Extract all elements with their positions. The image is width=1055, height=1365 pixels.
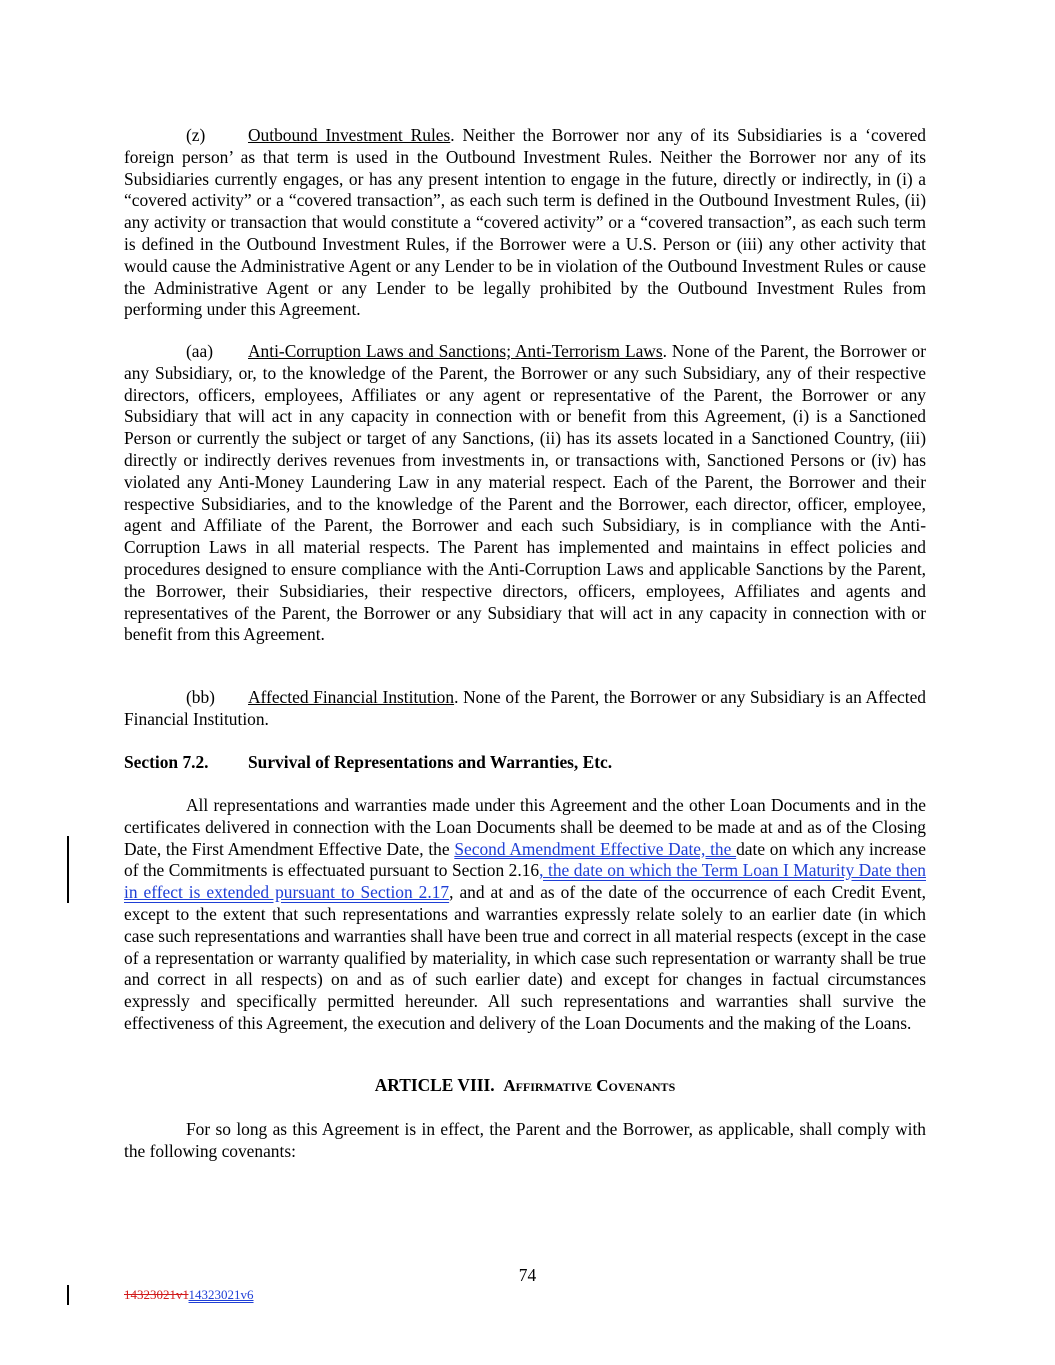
- change-bar: [67, 836, 69, 903]
- paragraph-text: date on which any increase of the Commitments is effectuated pursuant to Section 2.16: [124, 838, 926, 881]
- article-title: Affirmative Covenants: [503, 1076, 676, 1095]
- clause-number: (bb): [186, 687, 215, 707]
- paragraph-text: All representations and warranties made under this Agreement and the other Loan Documents and in the certificates delivered in connection with the Loan Documents shall be deemed to be made at and as of the Closing Date, the First Amendment Effective Date, the: [124, 795, 926, 859]
- section-title: Survival of Representations and Warranties, Etc.: [248, 752, 613, 772]
- change-bar: [67, 1285, 69, 1305]
- document-id: [124, 1287, 254, 1303]
- inserted-text: Second Amendment Effective Date, the: [454, 838, 737, 859]
- article-number: ARTICLE VIII.: [374, 1075, 495, 1095]
- clause-number: (z): [186, 125, 206, 145]
- page-number: 74: [518, 1265, 537, 1285]
- section-heading: [124, 752, 926, 774]
- paragraph-anti-corruption: [124, 341, 926, 646]
- clause-text: . Neither the Borrower nor any of its Subsidiaries is a ‘covered foreign person’ as that term is used in the Outbound Investment Rules. Neither the Borrower nor any of its Subsidiaries currently engages, or has any present intention to engage in the future, directly or indirectly, in (i) a “covered activity” or a “covered transaction”, as each such term is defined in the Outbound Investment Rules, (ii) any activity or transaction that would constitute a “covered activity” or a “covered transaction”, as each such term is defined in the Outbound Investment Rules, if the Borrower were a U.S. Person or (iii) any other activity that would cause the Administrative Agent or any Lender to be in violation of the Outbound Investment Rules or cause the Administrative Agent or any Lender to be legally prohibited by the Outbound Investment Rules from performing under this Agreement.: [124, 125, 926, 320]
- paragraph-text: For so long as this Agreement is in effect, the Parent and the Borrower, as applicable, shall comply with the following covenants:: [124, 1119, 926, 1161]
- paragraph-survival: [124, 795, 926, 1035]
- inserted-doc-id: 14323021v6: [188, 1287, 254, 1302]
- clause-number: (aa): [186, 341, 214, 361]
- paragraph-affected-financial-institution: [124, 687, 926, 731]
- paragraph-text: , and at and as of the date of the occurrence of each Credit Event, except to the extent that such representations and warranties expressly relate solely to an earlier date (in which case such representations and warranties shall have been true and correct in all material respects (except in the case of a representation or warranty qualified by materiality, in which case such representation or warranty shall be true and correct in all respects) on and as of such earlier date) and except for changes in factual circumstances expressly and specifically permitted hereunder. All such representations and warranties shall survive the effectiveness of this Agreement, the execution and delivery of the Loan Documents and the making of the Loans.: [124, 882, 926, 1033]
- clause-heading: Affected Financial Institution: [248, 687, 455, 707]
- clause-text: . None of the Parent, the Borrower or any Subsidiary, or, to the knowledge of the Parent, the Borrower or any such Subsidiary, any of their respective directors, officers, employees, Affiliates or any agent or representative of the Parent, the Borrower or any Subsidiary that will act in any capacity in connection with or benefit from this Agreement, (i) is a Sanctioned Person or currently the subject or target of any Sanctions, (ii) has its assets located in a Sanctioned Country, (iii) directly or indirectly derives revenues from investments in, or transactions with, Sanctioned Persons or (iv) has violated any Anti-Money Laundering Law in any material respect. Each of the Parent, the Borrower and their respective Subsidiaries, and to the knowledge of the Parent and the Borrower, each director, officer, employee, agent and Affiliate of the Parent, the Borrower and each such Subsidiary, is in compliance with the Anti-Corruption Laws in all material respects. The Parent has implemented and maintains in effect policies and procedures designed to ensure compliance with the Anti-Corruption Laws and applicable Sanctions by the Parent, the Borrower, their Subsidiaries, their respective directors, officers, employees, Affiliates and agents and representatives of the Parent, the Borrower or any Subsidiary that will act in any capacity in connection with or benefit from this Agreement.: [124, 341, 926, 645]
- deleted-doc-id: 14323021v1: [124, 1287, 189, 1302]
- clause-text: . None of the Parent, the Borrower or any Subsidiary is an Affected Financial Institution.: [124, 687, 927, 729]
- paragraph-outbound-investment-rules: [124, 125, 926, 321]
- section-number: Section 7.2.: [124, 752, 209, 772]
- clause-heading: Outbound Investment Rules: [248, 125, 451, 145]
- clause-heading: Anti-Corruption Laws and Sanctions; Anti-Terrorism Laws: [248, 341, 663, 361]
- inserted-text: , the date on which the Term Loan I Maturity Date then in effect is extended pursuant to Section 2.17: [124, 860, 926, 903]
- paragraph-covenants-intro: [124, 1119, 926, 1163]
- article-heading: [124, 1075, 926, 1097]
